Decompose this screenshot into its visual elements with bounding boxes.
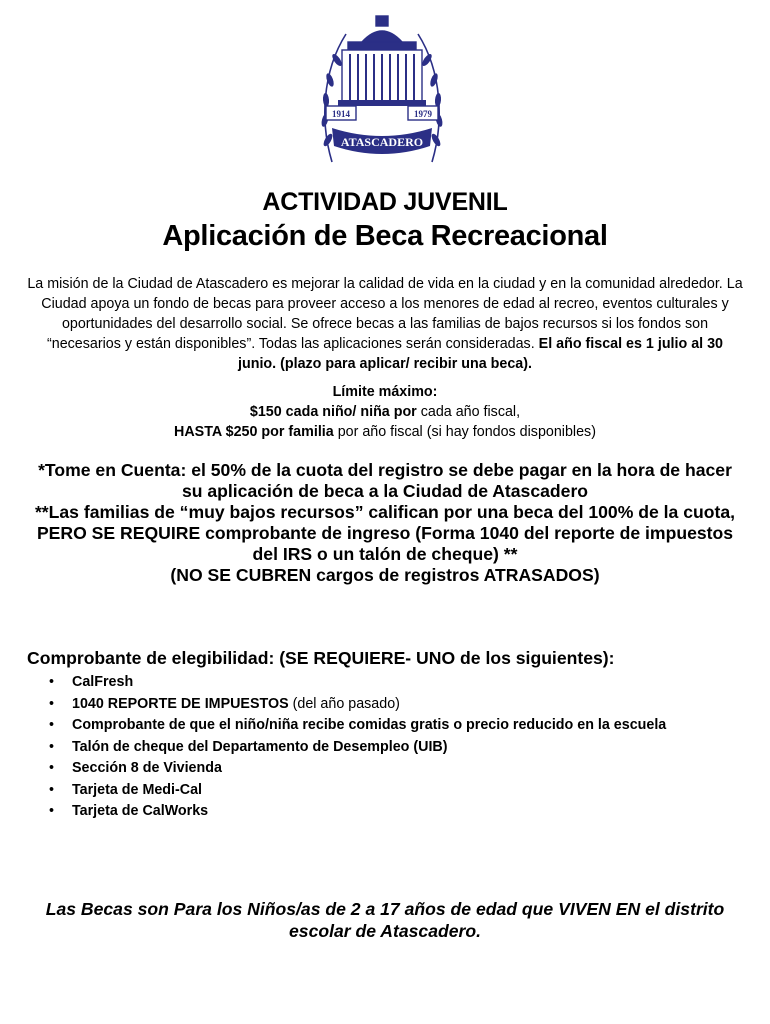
limit-per-child: $150 cada niño/ niña por cada año fiscal, bbox=[249, 404, 521, 420]
notice-line: PERO SE REQUIRE comprobante de ingreso (Forma 1040 del reporte de impuestos bbox=[36, 523, 734, 543]
seal-year-right: 1979 bbox=[414, 109, 432, 119]
limit-title: Límite máximo: bbox=[332, 384, 438, 400]
notice-line: del IRS o un talón de cheque) ** bbox=[252, 544, 518, 564]
list-item: • CalFresh bbox=[27, 672, 666, 694]
list-item: • Tarjeta de Medi-Cal bbox=[27, 780, 666, 802]
seal-city-name: ATASCADERO bbox=[340, 135, 424, 149]
list-item: • Sección 8 de Vivienda bbox=[27, 758, 666, 780]
bullet-icon: • bbox=[49, 717, 55, 733]
payment-notice bbox=[18, 460, 752, 586]
bullet-icon: • bbox=[49, 803, 55, 819]
maximum-limit-section bbox=[0, 382, 770, 442]
notice-line: **Las familias de “muy bajos recursos” califican por una beca del 100% de la cuota, bbox=[34, 502, 736, 522]
list-item: • 1040 REPORTE DE IMPUESTOS (del año pasado) bbox=[27, 694, 666, 716]
bullet-icon: • bbox=[49, 695, 55, 712]
page-title-activity: ACTIVIDAD JUVENIL bbox=[262, 188, 508, 216]
bullet-icon: • bbox=[49, 781, 55, 798]
notice-line: su aplicación de beca a la Ciudad de Atascadero bbox=[181, 481, 589, 501]
notice-line: (NO SE CUBREN cargos de registros ATRASADOS) bbox=[170, 565, 600, 585]
footer-line: Las Becas son Para los Niños/as de 2 a 17 años de edad que VIVEN EN el distrito bbox=[45, 899, 725, 919]
fiscal-year-note: El año fiscal es 1 julio al 30 junio. (plazo para aplicar/ recibir una beca). bbox=[238, 336, 724, 372]
bullet-icon: • bbox=[49, 738, 55, 755]
footer-line: escolar de Atascadero. bbox=[289, 921, 481, 941]
city-seal-logo bbox=[312, 12, 452, 172]
list-item: • Comprobante de que el niño/niña recibe comidas gratis o precio reducido en la escuela bbox=[27, 715, 666, 737]
mission-paragraph bbox=[26, 274, 744, 374]
bullet-icon: • bbox=[49, 674, 55, 690]
eligibility-list bbox=[27, 672, 666, 823]
bullet-icon: • bbox=[49, 760, 55, 776]
age-eligibility-footer bbox=[30, 898, 740, 942]
page-title-application: Aplicación de Beca Recreacional bbox=[162, 220, 608, 252]
notice-line: *Tome en Cuenta: el 50% de la cuota del registro se debe pagar en la hora de hacer bbox=[38, 460, 732, 480]
seal-year-left: 1914 bbox=[332, 109, 350, 119]
eligibility-title: Comprobante de elegibilidad: (SE REQUIERE- UNO de los siguientes): bbox=[27, 648, 615, 668]
mission-text: La misión de la Ciudad de Atascadero es mejorar la calidad de vida en la ciudad y en la comunidad alrededor. La Ciudad apoya un fondo de becas para proveer acceso a los menores de edad al recreo, eventos culturales y oportunidades del desarrollo social. Se ofrece becas a las familias de bajos recursos si los fondos son “necesarios y están disponibles”. Todas las aplicaciones serán consideradas. bbox=[27, 276, 743, 352]
list-item: • Talón de cheque del Departamento de Desempleo (UIB) bbox=[27, 737, 666, 759]
limit-per-family: HASTA $250 por familia por año fiscal (si hay fondos disponibles) bbox=[174, 424, 596, 440]
list-item: • Tarjeta de CalWorks bbox=[27, 801, 666, 823]
